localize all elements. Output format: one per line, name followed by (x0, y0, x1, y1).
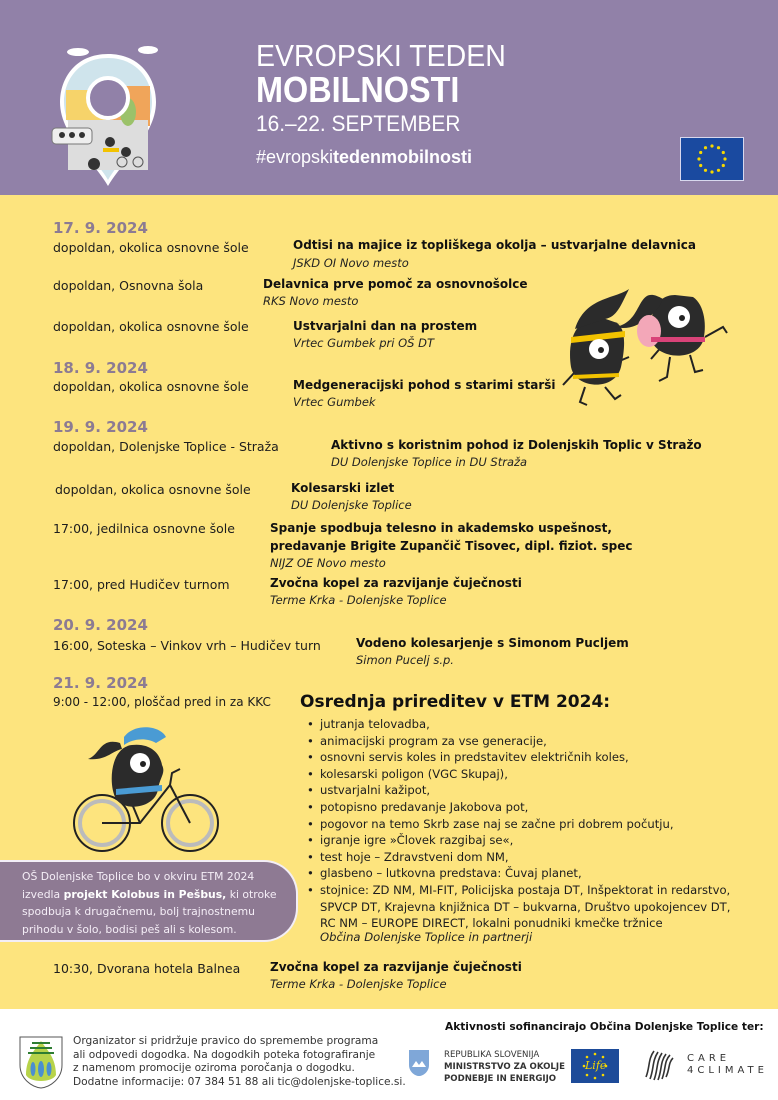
life-logo-text: Life (585, 1059, 607, 1072)
header-banner (0, 0, 778, 195)
event-title: Kolesarski izlet (291, 481, 395, 495)
stalls-line-1: stojnice: ZD NM, MI-FIT, Policijska postaja DT, Inšpektorat in redarstvo, (320, 882, 731, 897)
ministry-line-2: MINISTRSTVO ZA OKOLJE (444, 1062, 565, 1072)
event-organizer: Terme Krka - Dolenjske Toplice (270, 593, 447, 607)
program-item: • jutranja telovadba, (320, 716, 730, 733)
program-item: • kolesarski poligon (VGC Skupaj), (320, 766, 730, 783)
event-time: dopoldan, Dolenjske Toplice - Straža (53, 439, 279, 454)
date-heading: 20. 9. 2024 (53, 616, 148, 634)
hashtag-part-1: #evropski (256, 147, 334, 167)
ministry-line-1: REPUBLIKA SLOVENIJA (444, 1050, 540, 1060)
event-title: Spanje spodbuja telesno in akademsko uspešnost, (270, 521, 612, 535)
slovenia-coat-of-arms-icon (408, 1049, 430, 1077)
disclaimer-line: ali odpovedi dogodka. Na dogodkih poteka fotografiranje (73, 1048, 376, 1061)
info-line-3: spodbuja k drugačnemu, bolj trajnostnemu (22, 905, 255, 918)
event-title-line-2: predavanje Brigite Zupančič Tisovec, dipl. fiziot. spec (270, 539, 633, 553)
event-time: 16:00, Soteska – Vinkov vrh – Hudičev turn (53, 638, 321, 653)
event-organizer: DU Dolenjske Toplice (291, 498, 412, 512)
event-title: Medgeneracijski pohod s starimi starši (293, 378, 556, 392)
schedule-area (0, 195, 778, 1009)
event-organizer: Občina Dolenjske Toplice in partnerji (320, 930, 533, 944)
info-line-2-post: ki otroke (226, 887, 277, 901)
event-time: dopoldan, okolica osnovne šole (53, 240, 249, 255)
date-heading: 21. 9. 2024 (53, 674, 148, 692)
care4climate-logo-icon (640, 1047, 676, 1083)
event-organizer: Vrtec Gumbek pri OŠ DT (293, 336, 435, 350)
stalls-line-2: SPVCP DT, Krajevna knjižnica DT – bukvarna, Društvo upokojencev DT, (320, 899, 731, 914)
event-title: Vodeno kolesarjenje s Simonom Pucljem (356, 636, 629, 650)
main-event-title: Osrednja prireditev v ETM 2024: (300, 692, 611, 712)
location-pin-illustration (48, 40, 168, 190)
date-heading: 18. 9. 2024 (53, 359, 148, 377)
disclaimer-text (73, 1035, 406, 1089)
event-title: Zvočna kopel za razvijanje čuječnosti (270, 960, 522, 974)
contact-info-line: Dodatne informacije: 07 384 51 88 ali tic@dolenjske-toplice.si. (73, 1075, 406, 1088)
event-dates: 16.–22. SEPTEMBER (256, 111, 461, 136)
date-heading: 19. 9. 2024 (53, 418, 148, 436)
title-line-1: EVROPSKI TEDEN (256, 38, 506, 73)
program-item: • glasbeno – lutkovna predstava: Čuvaj planet, (320, 865, 730, 882)
info-line-4: prihodu v šolo, bodisi peš ali s kolesom. (22, 922, 237, 936)
hashtag (256, 144, 528, 170)
event-title: Aktivno s koristnim pohod iz Dolenjskih Toplic v Stražo (331, 438, 702, 452)
disclaimer-line: z namenom promocije oziroma poročanja o dogodku. (73, 1062, 355, 1074)
program-item: • osnovni servis koles in predstavitev električnih koles, (320, 749, 730, 766)
eu-flag-icon (680, 137, 744, 181)
program-item: • pogovor na temo Skrb zase naj se začne pri dobrem počutju, (320, 816, 730, 833)
eu-life-logo (571, 1049, 619, 1083)
title-line-2: MOBILNOSTI (256, 69, 460, 110)
info-line-2-bold: projekt Kolobus in Pešbus, (63, 887, 227, 901)
info-line-2 (22, 886, 296, 904)
hashtag-part-2: tedenmobilnosti (333, 147, 473, 167)
program-item: • test hoje – Zdravstveni dom NM, (320, 849, 730, 866)
event-title: Delavnica prve pomoč za osnovnošolce (263, 277, 528, 291)
event-time: 17:00, pred Hudičev turnom (53, 577, 230, 592)
cyclist-illustration (70, 715, 230, 855)
ministry-logo-text (444, 1049, 565, 1085)
program-item: • animacijski program za vse generacije, (320, 733, 730, 750)
event-organizer: JSKD OI Novo mesto (293, 256, 409, 270)
event-title: Ustvarjalni dan na prostem (293, 319, 478, 333)
event-title: Odtisi na majice iz topliškega okolja – ustvarjalne delavnica (293, 238, 696, 252)
info-line-1: OŠ Dolenjske Toplice bo v okviru ETM 2024 (22, 870, 255, 883)
care4climate-logo-text (687, 1053, 768, 1077)
main-event-program-list (306, 716, 730, 932)
event-time: dopoldan, okolica osnovne šole (53, 379, 249, 394)
program-item: • ustvarjalni kažipot, (320, 782, 730, 799)
program-item: • igranje igre »Človek razgibaj se«, (320, 832, 730, 849)
event-organizer: Simon Pucelj s.p. (356, 653, 454, 667)
ministry-line-3: PODNEBJE IN ENERGIJO (444, 1074, 557, 1084)
event-time: 9:00 - 12:00, ploščad pred in za KKC (53, 695, 271, 709)
event-time: 10:30, Dvorana hotela Balnea (53, 961, 241, 976)
running-characters-illustration (555, 277, 745, 407)
info-line-2-pre: izvedla (22, 887, 64, 901)
title-block (256, 40, 528, 170)
municipality-crest-icon (18, 1035, 64, 1089)
date-heading: 17. 9. 2024 (53, 219, 148, 237)
care-line-1: CARE (687, 1053, 731, 1064)
disclaimer-line: Organizator si pridržuje pravico do spremembe programa (73, 1035, 379, 1047)
event-organizer: Vrtec Gumbek (293, 395, 376, 409)
kolobus-info-box (0, 860, 298, 942)
event-organizer: DU Dolenjske Toplice in DU Straža (331, 455, 528, 469)
event-time: 17:00, jedilnica osnovne šole (53, 521, 235, 536)
event-time: dopoldan, okolica osnovne šole (55, 482, 251, 497)
event-title: Zvočna kopel za razvijanje čuječnosti (270, 576, 522, 590)
event-time: dopoldan, okolica osnovne šole (53, 319, 249, 334)
program-item: • potopisno predavanje Jakobova pot, (320, 799, 730, 816)
event-organizer: Terme Krka - Dolenjske Toplice (270, 977, 447, 991)
program-item-stalls (320, 882, 730, 932)
care-line-2: 4CLIMATE (687, 1065, 768, 1076)
event-organizer: RKS Novo mesto (263, 294, 359, 308)
event-organizer: NIJZ OE Novo mesto (270, 556, 386, 570)
event-time: dopoldan, Osnovna šola (53, 278, 204, 293)
footer (0, 1009, 778, 1100)
stalls-line-3: RC NM – EUROPE DIRECT, lokalni ponudniki kmečke tržnice (320, 916, 663, 931)
sponsors-heading: Aktivnosti sofinancirajo Občina Dolenjske Toplice ter: (445, 1021, 764, 1033)
